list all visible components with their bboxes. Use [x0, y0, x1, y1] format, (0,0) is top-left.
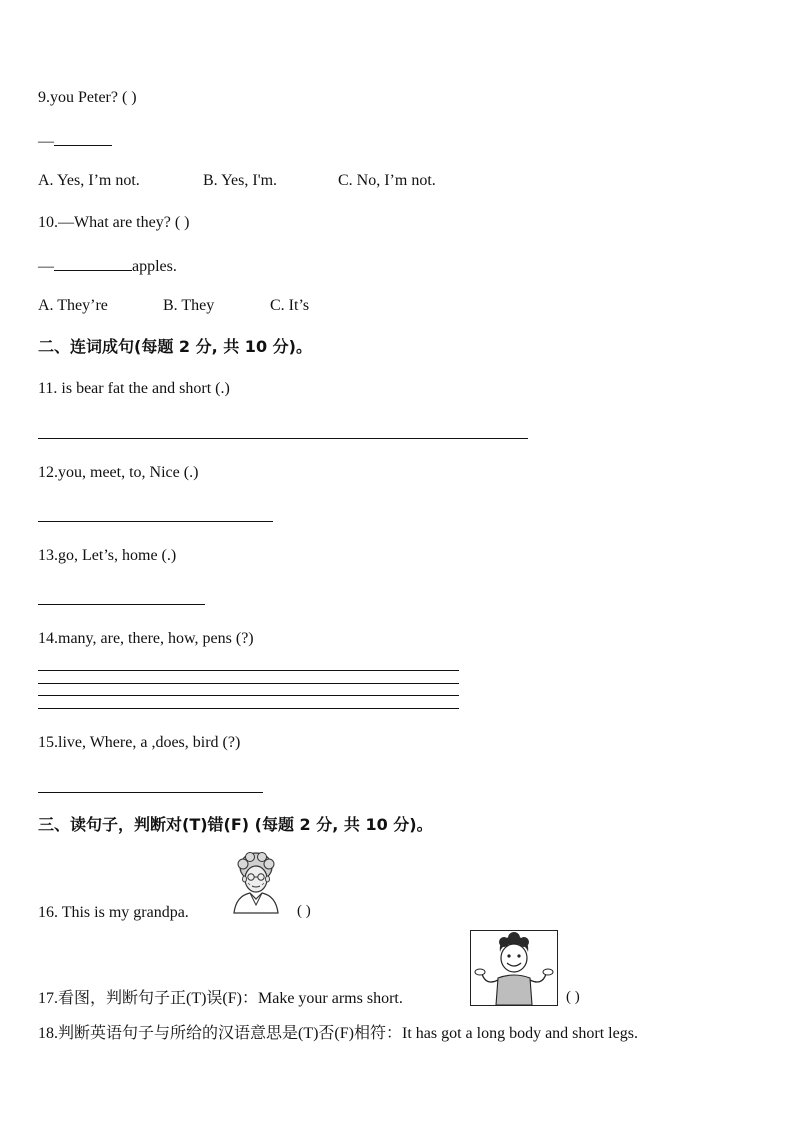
q9-option-c[interactable]: C. No, I’m not. — [338, 172, 436, 189]
q9-stem: 9.you Peter? ( ) — [38, 89, 137, 106]
q10-option-b[interactable]: B. They — [163, 297, 215, 314]
q14-answer-line-2[interactable] — [38, 683, 459, 684]
q11-answer-line[interactable] — [38, 438, 528, 439]
q9-answer-dash: — — [38, 133, 54, 150]
section3-heading: 三、读句子，判断对(T)错(F) (每题 2 分, 共 10 分)。 — [38, 815, 433, 834]
boy-shrugging-illustration — [470, 930, 558, 1006]
grandmother-illustration — [228, 850, 284, 914]
q10-answer-dash: — — [38, 258, 54, 275]
q10-answer-suffix: apples. — [132, 258, 177, 275]
q16-text: 16. This is my grandpa. — [38, 904, 189, 921]
q13-answer-line[interactable] — [38, 604, 205, 605]
q17-answer-paren[interactable]: ( ) — [566, 989, 580, 1005]
q14-answer-line-3[interactable] — [38, 695, 459, 696]
q9-option-a[interactable]: A. Yes, I’m not. — [38, 172, 140, 189]
q14-answer-line-4[interactable] — [38, 708, 459, 709]
q10-option-a[interactable]: A. They’re — [38, 297, 108, 314]
q14-words: 14.many, are, there, how, pens (?) — [38, 630, 254, 647]
q9-option-b[interactable]: B. Yes, I'm. — [203, 172, 278, 189]
q12-words: 12.you, meet, to, Nice (.) — [38, 464, 199, 481]
q15-words: 15.live, Where, a ,does, bird (?) — [38, 734, 241, 751]
q10-stem: 10.—What are they? ( ) — [38, 214, 190, 231]
q11-words: 11. is bear fat the and short (.) — [38, 380, 230, 397]
q15-answer-line[interactable] — [38, 792, 263, 793]
section2-heading: 二、连词成句(每题 2 分, 共 10 分)。 — [38, 337, 312, 356]
q10-option-c[interactable]: C. It’s — [270, 297, 310, 314]
q13-words: 13.go, Let’s, home (.) — [38, 547, 177, 564]
q10-blank-line — [54, 256, 132, 271]
q14-answer-line-1[interactable] — [38, 670, 459, 671]
q18-text: 18.判断英语句子与所给的汉语意思是(T)否(F)相符：It has got a long body and short legs. — [38, 1025, 638, 1042]
q10-answer-blank[interactable] — [38, 256, 177, 276]
q9-blank-line — [54, 131, 112, 146]
q9-answer-blank[interactable] — [38, 131, 112, 151]
q16-answer-paren[interactable]: ( ) — [297, 903, 311, 919]
q12-answer-line[interactable] — [38, 521, 273, 522]
q17-text: 17.看图，判断句子正(T)误(F)：Make your arms short. — [38, 990, 403, 1007]
